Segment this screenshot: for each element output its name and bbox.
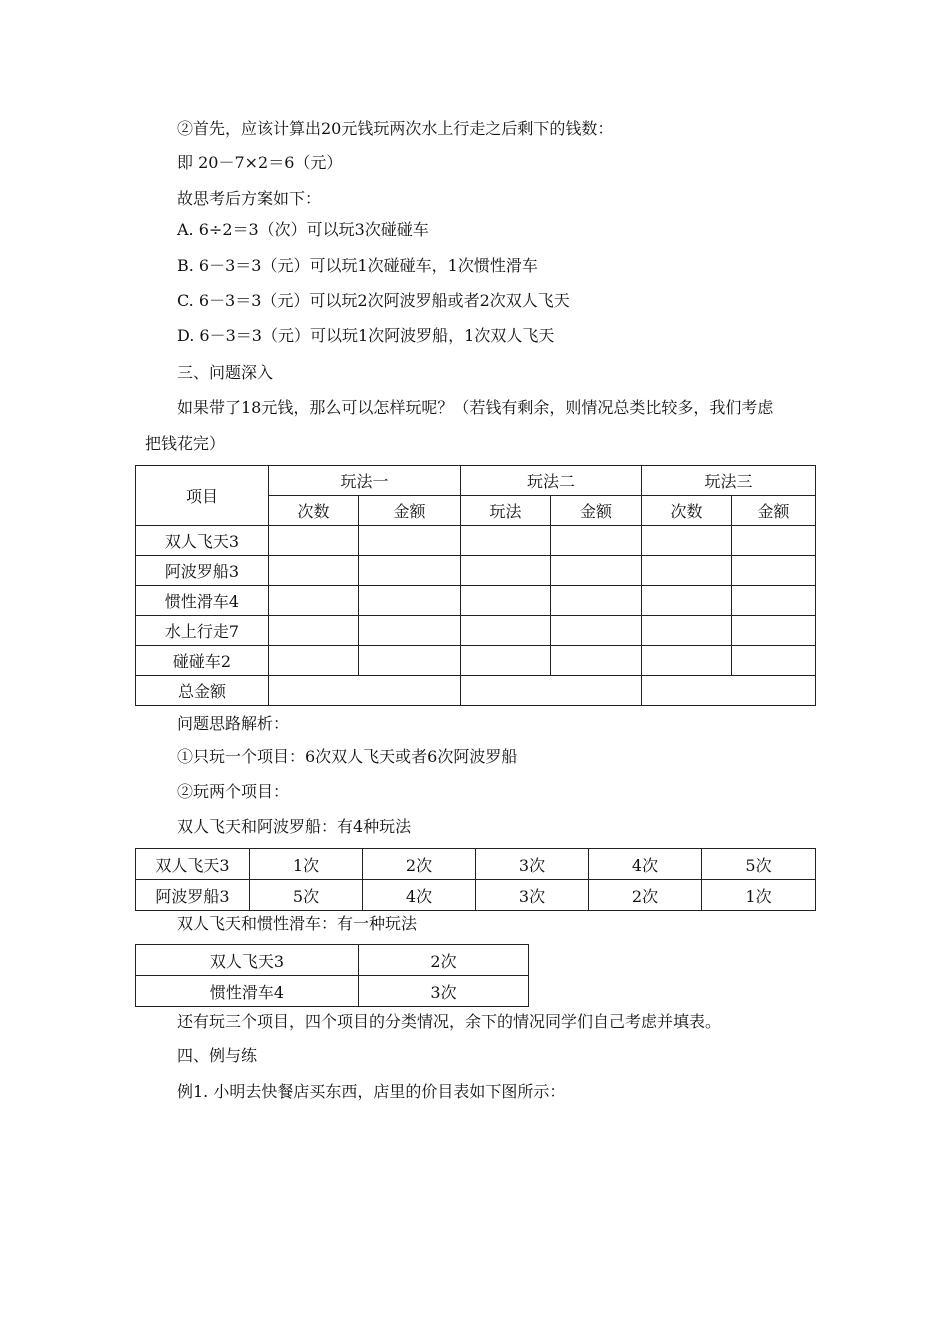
row-label: 双人飞天3 [136,945,359,976]
group-header: 玩法一 [269,466,461,496]
blank-cell[interactable] [269,646,359,676]
paragraph: D. 6－3＝3（元）可以玩1次阿波罗船，1次双人飞天 [177,326,555,345]
paragraph: A. 6÷2＝3（次）可以玩3次碰碰车 [177,220,429,239]
paragraph: 问题思路解析： [177,714,290,733]
blank-cell[interactable] [642,556,732,586]
table-cell: 3次 [476,849,589,880]
paragraph: 如果带了18元钱，那么可以怎样玩呢？（若钱有剩余，则情况总类比较多，我们考虑 [177,398,774,417]
sub-header: 金额 [359,496,461,526]
blank-cell[interactable] [732,646,816,676]
blank-cell[interactable] [732,556,816,586]
blank-cell[interactable] [359,616,461,646]
blank-cell[interactable] [269,616,359,646]
blank-cell[interactable] [642,616,732,646]
group-header: 玩法二 [461,466,642,496]
table-row [136,880,816,911]
paragraph: ②首先，应该计算出20元钱玩两次水上行走之后剩下的钱数： [177,119,614,138]
sub-header: 次数 [269,496,359,526]
table-row [136,976,529,1007]
section-heading: 三、问题深入 [177,363,274,382]
row-label: 惯性滑车4 [136,586,269,616]
blank-cell[interactable] [269,586,359,616]
table-row [136,616,816,646]
table-row [136,526,816,556]
paragraph: B. 6－3＝3（元）可以玩1次碰碰车，1次惯性滑车 [177,256,538,275]
paragraph: 还有玩三个项目，四个项目的分类情况，余下的情况同学们自己考虑并填表。 [177,1012,722,1031]
table-cell: 2次 [589,880,702,911]
group-header: 玩法三 [642,466,816,496]
play-plan-table [135,465,816,706]
row-label: 双人飞天3 [136,849,250,880]
table-row [136,556,816,586]
row-label: 阿波罗船3 [136,556,269,586]
row-label: 双人飞天3 [136,526,269,556]
paragraph: ①只玩一个项目：6次双人飞天或者6次阿波罗船 [177,747,518,766]
blank-cell[interactable] [359,556,461,586]
paragraph: 例1. 小明去快餐店买东西，店里的价目表如下图所示： [177,1082,566,1101]
paragraph: 双人飞天和阿波罗船：有4种玩法 [177,817,412,836]
row-label: 水上行走7 [136,616,269,646]
blank-cell[interactable] [461,586,551,616]
sub-header: 金额 [732,496,816,526]
section-heading: 四、例与练 [177,1046,258,1065]
paragraph: 把钱花完） [145,434,226,453]
blank-cell[interactable] [461,676,642,706]
blank-cell[interactable] [551,646,642,676]
sub-header: 次数 [642,496,732,526]
blank-cell[interactable] [359,586,461,616]
table-corner-header: 项目 [136,466,269,526]
table-row [136,945,529,976]
blank-cell[interactable] [551,616,642,646]
blank-cell[interactable] [732,586,816,616]
paragraph: 即 20－7×2＝6（元） [177,153,343,172]
blank-cell[interactable] [551,586,642,616]
blank-cell[interactable] [642,586,732,616]
table-row [136,586,816,616]
total-label: 总金额 [136,676,269,706]
table-cell: 1次 [702,880,816,911]
blank-cell[interactable] [551,526,642,556]
blank-cell[interactable] [551,556,642,586]
sub-header: 玩法 [461,496,551,526]
table-cell: 4次 [363,880,476,911]
blank-cell[interactable] [642,526,732,556]
table-row [136,646,816,676]
table-cell: 3次 [359,976,529,1007]
paragraph: C. 6－3＝3（元）可以玩2次阿波罗船或者2次双人飞天 [177,291,570,310]
blank-cell[interactable] [269,556,359,586]
table-row [136,676,816,706]
blank-cell[interactable] [461,616,551,646]
blank-cell[interactable] [642,676,816,706]
blank-cell[interactable] [269,676,461,706]
paragraph: ②玩两个项目： [177,782,290,801]
blank-cell[interactable] [732,616,816,646]
blank-cell[interactable] [642,646,732,676]
blank-cell[interactable] [359,526,461,556]
table-cell: 1次 [250,849,363,880]
table-cell: 3次 [476,880,589,911]
blank-cell[interactable] [732,526,816,556]
blank-cell[interactable] [359,646,461,676]
row-label: 惯性滑车4 [136,976,359,1007]
sub-header: 金额 [551,496,642,526]
blank-cell[interactable] [269,526,359,556]
table-cell: 2次 [363,849,476,880]
row-label: 阿波罗船3 [136,880,250,911]
row-label: 碰碰车2 [136,646,269,676]
table-row [136,849,816,880]
pair-table-2 [135,944,529,1007]
blank-cell[interactable] [461,526,551,556]
table-cell: 5次 [702,849,816,880]
paragraph: 双人飞天和惯性滑车：有一种玩法 [177,914,418,933]
paragraph: 故思考后方案如下： [177,189,322,208]
blank-cell[interactable] [461,556,551,586]
table-cell: 2次 [359,945,529,976]
table-cell: 4次 [589,849,702,880]
pair-table-1 [135,848,816,911]
blank-cell[interactable] [461,646,551,676]
table-cell: 5次 [250,880,363,911]
